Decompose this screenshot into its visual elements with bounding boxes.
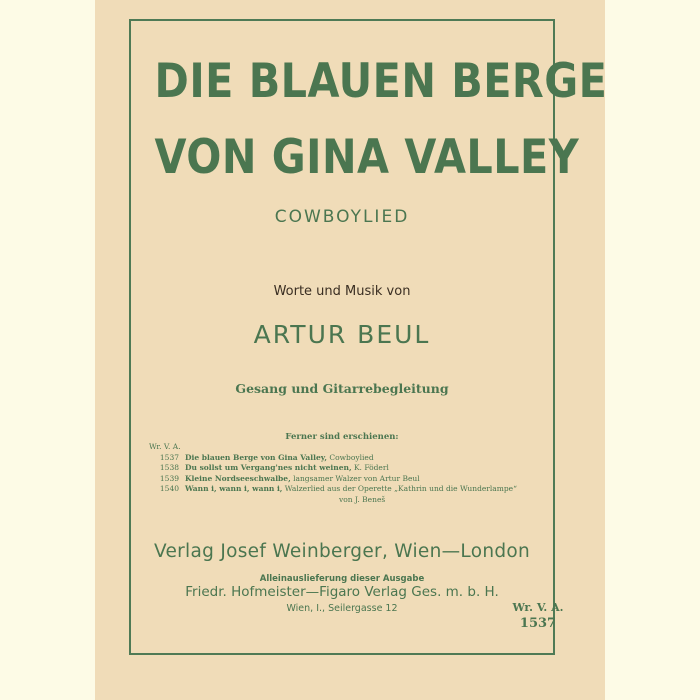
subtitle: COWBOYLIED (274, 207, 410, 227)
list-item (149, 463, 569, 474)
distributor: Friedr. Hofmeister—Figaro Verlag Ges. m. b. H. (185, 584, 499, 600)
publisher: Verlag Josef Weinberger, Wien—London (153, 541, 531, 562)
address: Wien, I., Seilergasse 12 (286, 603, 398, 614)
item-rest: Cowboylied (326, 452, 374, 462)
item-title: Du sollst um Vergang'nes nicht weinen, (185, 463, 352, 472)
list-item (149, 453, 569, 464)
catalog-label: Wr. V. A. (512, 601, 564, 614)
item-continuation: von J. Beneš (339, 494, 386, 504)
exclusive-note: Alleinauslieferung dieser Ausgabe (259, 574, 425, 584)
author-name: ARTUR BEUL (253, 320, 431, 349)
item-rest: Walzerlied aus der Operette „Kathrin und die Wunderlampe“ (282, 484, 517, 493)
item-number: 1538 (159, 463, 179, 472)
arrangement: Gesang und Gitarrebegleitung (235, 381, 449, 396)
title-line-1: DIE BLAUEN BERGE (154, 54, 608, 109)
list-prefix: Wr. V. A. (149, 442, 181, 451)
title-line-2: VON GINA VALLEY (154, 130, 580, 185)
item-rest: K. Föderl (351, 463, 389, 472)
also-published-heading: Ferner sind erschienen: (285, 432, 399, 442)
item-rest: langsamer Walzer von Artur Beul (290, 473, 420, 483)
item-number: 1539 (159, 473, 179, 483)
item-title: Kleine Nordseeschwalbe, (185, 473, 291, 483)
item-title: Die blauen Berge von Gina Valley, (185, 452, 327, 462)
item-number: 1540 (159, 484, 179, 493)
catalog-code (508, 600, 568, 632)
credit-label: Worte und Musik von (273, 284, 411, 299)
item-title: Wann i, wann i, wann i, (185, 484, 283, 493)
catalog-number: 1537 (519, 616, 557, 631)
item-number: 1537 (159, 452, 179, 462)
list-item (149, 474, 569, 485)
also-published-list (149, 442, 569, 505)
list-item (149, 484, 569, 495)
